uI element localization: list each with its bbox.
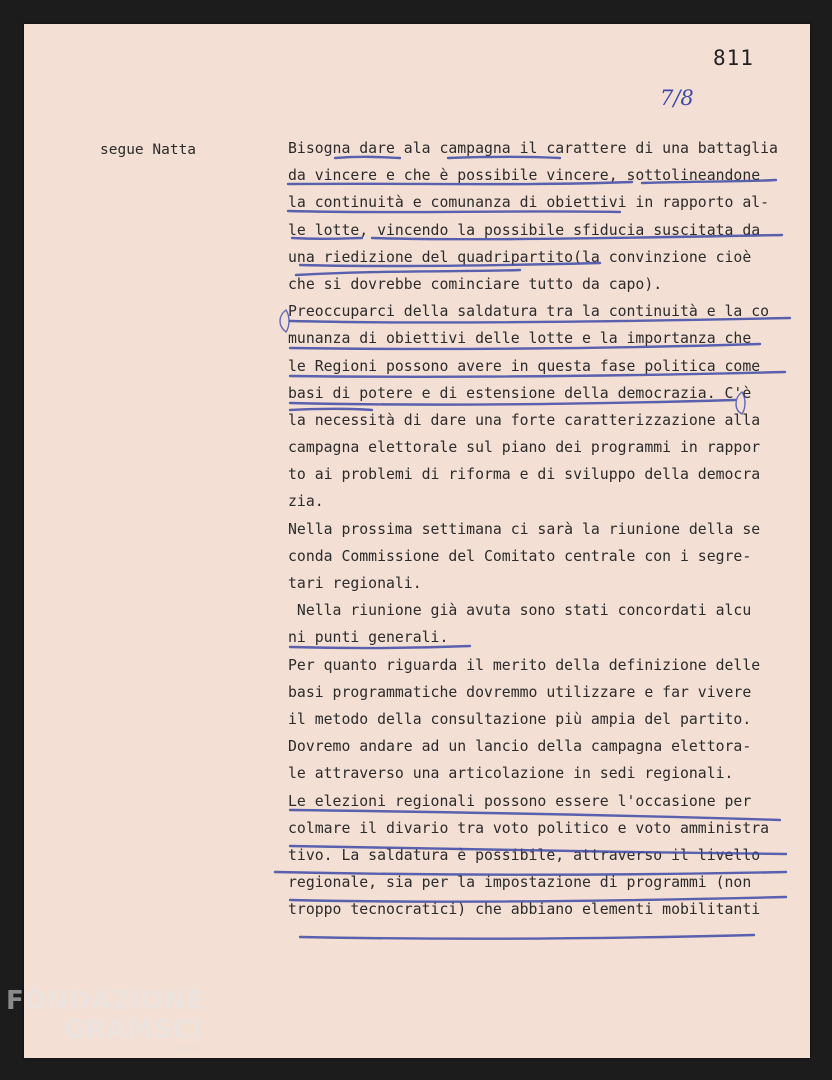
page-number: 811 <box>713 46 754 70</box>
text-line: Nella riunione già avuta sono stati concordati alcu <box>288 602 752 620</box>
watermark-suffix: onlus <box>174 1044 201 1054</box>
text-line: troppo tecnocratici) che abbiano elementi mobilitanti <box>288 901 761 919</box>
text-line: le lotte, vincendo la possibile sfiducia suscitata da <box>288 221 761 239</box>
text-line: colmare il divario tra voto politico e voto amministra <box>288 819 770 837</box>
text-line: Per quanto riguarda il merito della definizione delle <box>288 656 761 674</box>
handwritten-page-number: 7/8 <box>660 86 694 110</box>
text-line: le attraverso una articolazione in sedi regionali. <box>288 765 734 783</box>
text-line: campagna elettorale sul piano dei programmi in rappor <box>288 439 761 457</box>
text-line: conda Commissione del Comitato centrale con i segre- <box>288 547 752 565</box>
text-line: to ai problemi di riforma e di sviluppo della democra <box>288 466 761 484</box>
watermark-line2: GRAMSCI <box>64 1015 203 1045</box>
text-line: zia. <box>288 493 324 511</box>
text-line: ni punti generali. <box>288 629 449 647</box>
typed-text-body <box>288 135 808 923</box>
text-line: Bisogna dare ala campagna il carattere di una battaglia <box>288 140 778 157</box>
text-line: che si dovrebbe cominciare tutto da capo). <box>288 275 663 293</box>
watermark-line1: FONDAZIONE <box>6 986 205 1016</box>
text-line: Preoccuparci della saldatura tra la continuità e la co <box>288 303 770 321</box>
text-line: tivo. La saldatura è possibile, attraverso il livello <box>288 846 761 864</box>
speaker-note: segue Natta <box>100 142 197 158</box>
text-line: da vincere e che è possibile vincere, sottolineandone <box>288 167 761 185</box>
text-line: regionale, sia per la impostazione di programmi (non <box>288 874 752 892</box>
fondazione-gramsci-watermark <box>6 986 205 1054</box>
text-line: basi di potere e di estensione della democrazia. C'è <box>288 384 752 402</box>
text-line: Le elezioni regionali possono essere l'occasione per <box>288 792 752 810</box>
text-line: la necessità di dare una forte caratterizzazione alla <box>288 411 761 429</box>
text-line: Dovremo andare ad un lancio della campagna elettora- <box>288 738 752 756</box>
text-line: munanza di obiettivi delle lotte e la importanza che <box>288 330 752 348</box>
text-line: Nella prossima settimana ci sarà la riunione della se <box>288 520 761 538</box>
text-line: basi programmatiche dovremmo utilizzare e far vivere <box>288 683 752 701</box>
text-line: le Regioni possono avere in questa fase politica come <box>288 357 761 375</box>
text-line: il metodo della consultazione più ampia del partito. <box>288 710 752 728</box>
text-line: tari regionali. <box>288 575 422 592</box>
text-line: la continuità e comunanza di obiettivi in rapporto al- <box>288 194 770 212</box>
text-line: una riedizione del quadripartito(la convinzione cioè <box>288 248 752 266</box>
